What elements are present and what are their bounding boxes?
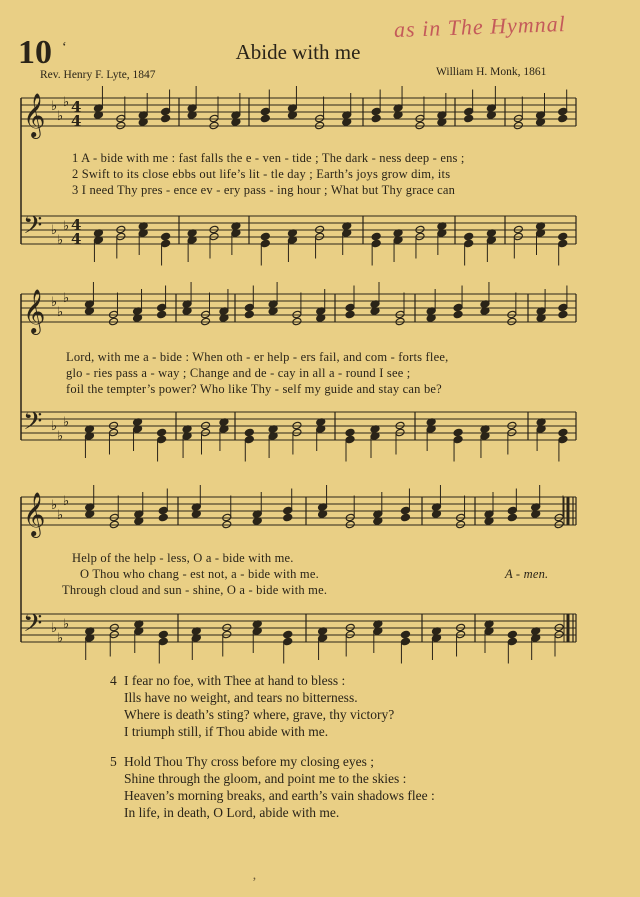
key-signature-flat-icon: ♭ — [57, 305, 64, 320]
stanza-line: Shine through the gloom, and point me to the skies : — [124, 771, 407, 786]
time-signature-icon: 4 — [71, 112, 82, 130]
note-head — [453, 428, 463, 437]
key-signature-flat-icon: ♭ — [51, 621, 58, 636]
hymn-number: 10 — [18, 34, 52, 71]
key-signature-flat-icon: ♭ — [63, 219, 70, 234]
note-head — [345, 428, 355, 437]
note-head — [161, 114, 171, 123]
note-head — [453, 435, 463, 444]
music-composer: William H. Monk, 1861 — [436, 66, 547, 78]
note-head — [158, 630, 168, 639]
words-author: Rev. Henry F. Lyte, 1847 — [40, 69, 156, 81]
note-head — [345, 310, 355, 319]
key-signature-flat-icon: ♭ — [63, 617, 70, 632]
treble-clef-icon: 𝄞 — [23, 492, 46, 536]
key-signature-flat-icon: ♭ — [51, 419, 58, 434]
note-head — [558, 114, 568, 123]
lyric-line: 2 Swift to its close ebbs out life’s lit - tle day ; Earth’s joys grow dim, its — [72, 167, 451, 181]
note-head — [464, 114, 474, 123]
note-head — [157, 303, 167, 312]
time-signature-icon: 4 — [71, 98, 82, 116]
stanza-line: Ills have no weight, and tears no bitterness. — [124, 690, 358, 705]
lyric-line: glo - ries pass a - way ; Change and de - cay in all a - round I see ; — [66, 366, 411, 380]
key-signature-flat-icon: ♭ — [57, 429, 64, 444]
note-head — [260, 239, 270, 248]
handwritten-annotation: as in The Hymnal — [393, 11, 567, 42]
note-head — [558, 239, 568, 248]
note-head — [507, 513, 517, 522]
page-mark: ‚ — [252, 868, 257, 883]
note-head — [464, 107, 474, 116]
stanza-line: Hold Thou Thy cross before my closing eyes ; — [124, 754, 374, 769]
note-head — [507, 637, 517, 646]
key-signature-flat-icon: ♭ — [63, 494, 70, 509]
note-head — [558, 310, 568, 319]
note-head — [244, 310, 254, 319]
note-head — [558, 428, 568, 437]
note-head — [244, 428, 254, 437]
lyric-line: Help of the help - less, O a - bide with me. — [72, 551, 294, 565]
treble-clef-icon: 𝄞 — [23, 93, 46, 137]
note-head — [283, 630, 293, 639]
lyric-line: Through cloud and sun - shine, O a - bide with me. — [62, 583, 328, 597]
note-head — [453, 303, 463, 312]
note-head — [464, 239, 474, 248]
stanza-number: 4 — [110, 673, 117, 688]
key-signature-flat-icon: ♭ — [63, 291, 70, 306]
note-head — [283, 513, 293, 522]
key-signature-flat-icon: ♭ — [57, 508, 64, 523]
bass-clef-icon: 𝄢 — [23, 211, 43, 246]
note-head — [157, 435, 167, 444]
bass-clef-icon: 𝄢 — [23, 609, 43, 644]
lyric-line: 3 I need Thy pres - ence ev - ery pass - ing hour ; What but Thy grace can — [72, 183, 456, 197]
note-head — [283, 637, 293, 646]
note-head — [283, 506, 293, 515]
note-head — [260, 114, 270, 123]
stanza-line: Where is death’s sting? where, grave, thy victory? — [124, 707, 395, 722]
note-head — [244, 303, 254, 312]
key-signature-flat-icon: ♭ — [63, 95, 70, 110]
note-head — [158, 513, 168, 522]
key-signature-flat-icon: ♭ — [51, 99, 58, 114]
bass-clef-icon: 𝄢 — [23, 407, 43, 442]
note-head — [345, 435, 355, 444]
hymn-number-mark: ‘ — [62, 40, 67, 55]
time-signature-icon: 4 — [71, 230, 82, 248]
note-head — [371, 107, 381, 116]
time-signature-icon: 4 — [71, 216, 82, 234]
stanza-line: Heaven’s morning breaks, and earth’s vain shadows flee : — [124, 788, 435, 803]
key-signature-flat-icon: ♭ — [63, 415, 70, 430]
note-head — [507, 506, 517, 515]
key-signature-flat-icon: ♭ — [57, 109, 64, 124]
note-head — [371, 239, 381, 248]
stanza-line: In life, in death, O Lord, abide with me. — [124, 805, 340, 820]
note-head — [400, 630, 410, 639]
note-head — [400, 506, 410, 515]
key-signature-flat-icon: ♭ — [51, 223, 58, 238]
note-head — [157, 428, 167, 437]
note-head — [345, 303, 355, 312]
note-head — [260, 232, 270, 241]
note-head — [161, 107, 171, 116]
note-head — [158, 637, 168, 646]
stanza-number: 5 — [110, 754, 117, 769]
treble-clef-icon: 𝄞 — [23, 289, 46, 333]
note-head — [400, 637, 410, 646]
hymn-title: Abide with me — [235, 40, 361, 64]
lyric-line: 1 A - bide with me : fast falls the e - ven - tide ; The dark - ness deep - ens ; — [72, 151, 465, 165]
note-head — [158, 506, 168, 515]
lyric-line: Lord, with me a - bide : When oth - er help - ers fail, and com - forts flee, — [66, 350, 449, 364]
key-signature-flat-icon: ♭ — [51, 295, 58, 310]
note-head — [558, 435, 568, 444]
note-head — [244, 435, 254, 444]
note-head — [161, 232, 171, 241]
note-head — [558, 232, 568, 241]
key-signature-flat-icon: ♭ — [51, 498, 58, 513]
amen-text: A - men. — [505, 567, 549, 581]
note-head — [558, 303, 568, 312]
note-head — [157, 310, 167, 319]
note-head — [464, 232, 474, 241]
note-head — [371, 114, 381, 123]
key-signature-flat-icon: ♭ — [57, 631, 64, 646]
lyric-line: foil the tempter’s power? Who like Thy - self my guide and stay can be? — [66, 382, 442, 396]
note-head — [161, 239, 171, 248]
key-signature-flat-icon: ♭ — [57, 233, 64, 248]
note-head — [400, 513, 410, 522]
note-head — [453, 310, 463, 319]
lyric-line: O Thou who chang - est not, a - bide with me. — [80, 567, 319, 581]
note-head — [507, 630, 517, 639]
note-head — [558, 107, 568, 116]
stanza-line: I triumph still, if Thou abide with me. — [124, 724, 329, 739]
stanza-line: I fear no foe, with Thee at hand to bless : — [124, 673, 346, 688]
note-head — [260, 107, 270, 116]
note-head — [371, 232, 381, 241]
